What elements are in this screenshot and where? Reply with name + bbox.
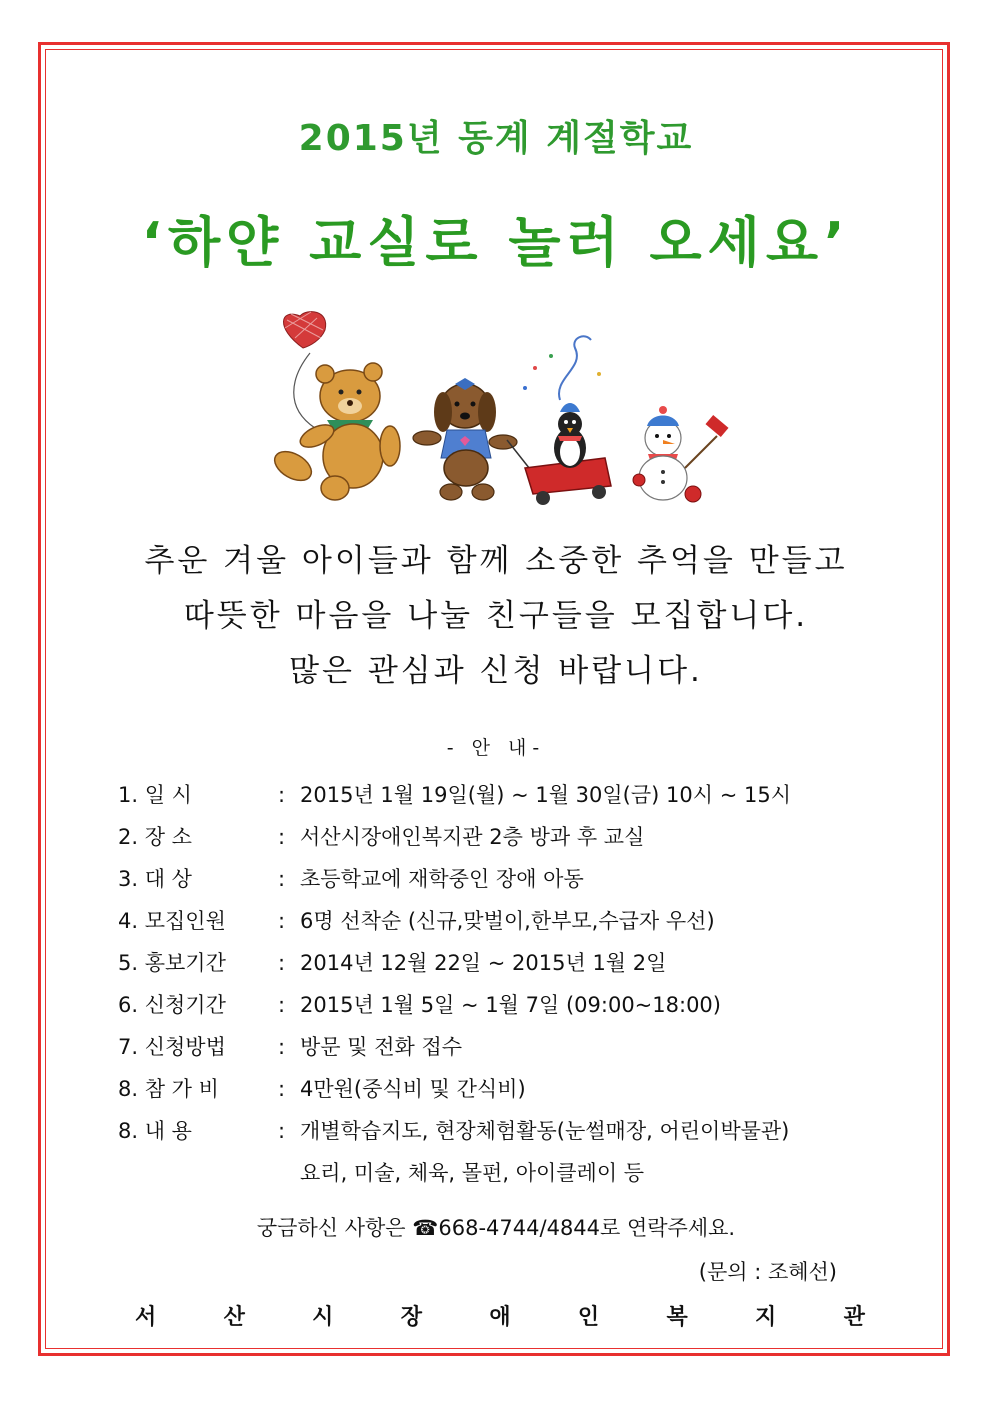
info-row-application-period (118, 989, 721, 1019)
flyer-subtitle: 2015년 동계 계절학교 (298, 118, 694, 159)
flyer-title: ‘하얀 교실로 놀러 오세요’ (141, 211, 851, 274)
info-value: 2015년 1월 5일 ~ 1월 7일 (09:00~18:00) (300, 993, 721, 1017)
info-label: 4. 모집인원 (118, 909, 226, 933)
org-char: 인 (577, 1305, 600, 1330)
info-row-content-continuation: 요리, 미술, 체육, 몰펀, 아이클레이 등 (300, 1161, 645, 1185)
org-char: 산 (223, 1305, 245, 1330)
snowman-icon (633, 406, 729, 502)
info-label: 2. 장 소 (118, 825, 192, 849)
info-colon: : (278, 951, 286, 975)
org-char: 지 (755, 1305, 777, 1330)
intro-line-1: 추운 겨울 아이들과 함께 소중한 추억을 만들고 (144, 543, 848, 579)
info-colon: : (278, 867, 286, 891)
info-value: 2014년 12월 22일 ~ 2015년 1월 2일 (300, 951, 667, 975)
info-label: 7. 신청방법 (118, 1035, 226, 1059)
info-label: 8. 내 용 (118, 1119, 192, 1143)
info-label: 1. 일 시 (118, 783, 192, 807)
info-value: 6명 선착순 (신규,맞벌이,한부모,수급자 우선) (300, 909, 715, 933)
info-colon: : (278, 1077, 286, 1101)
intro-line-2: 따뜻한 마음을 나눌 친구들을 모집합니다. (183, 598, 809, 634)
info-row-recruitment (118, 905, 715, 935)
info-label: 5. 홍보기간 (118, 951, 226, 975)
puppy-icon (413, 378, 517, 500)
info-colon: : (278, 783, 286, 807)
info-value: 초등학교에 재학중인 장애 아동 (300, 867, 584, 891)
info-value: 2015년 1월 19일(월) ~ 1월 30일(금) 10시 ~ 15시 (300, 783, 791, 807)
winter-friends-illustration (255, 308, 735, 508)
info-colon: : (278, 993, 286, 1017)
inquiry-contact: (문의 : 조혜선) (698, 1260, 837, 1284)
info-label: 6. 신청기간 (118, 993, 226, 1017)
organization-name (135, 1300, 865, 1331)
info-row-target (118, 863, 584, 893)
info-row-schedule (118, 779, 791, 809)
section-header: - 안 내- (446, 737, 546, 759)
penguin-icon (554, 403, 586, 468)
teddy-bear-icon (270, 363, 400, 500)
org-char: 시 (312, 1305, 334, 1330)
info-label: 8. 참 가 비 (118, 1077, 219, 1101)
info-value: 서산시장애인복지관 2층 방과 후 교실 (300, 825, 645, 849)
info-colon: : (278, 1119, 286, 1143)
info-colon: : (278, 1035, 286, 1059)
info-colon: : (278, 909, 286, 933)
heart-balloon-icon (283, 312, 325, 348)
org-char: 장 (400, 1305, 422, 1330)
org-char: 관 (843, 1305, 865, 1330)
info-label: 3. 대 상 (118, 867, 192, 891)
contact-line: 궁금하신 사항은 ☎668-4744/4844로 연락주세요. (256, 1216, 736, 1240)
info-row-fee (118, 1073, 526, 1103)
org-char: 복 (666, 1305, 688, 1330)
org-char: 애 (489, 1305, 511, 1330)
intro-line-3: 많은 관심과 신청 바랍니다. (289, 653, 703, 689)
org-char: 서 (135, 1305, 157, 1330)
info-row-promotion-period (118, 947, 666, 977)
info-row-application-method (118, 1031, 462, 1061)
info-value: 방문 및 전화 접수 (300, 1035, 463, 1059)
info-colon: : (278, 825, 286, 849)
info-value: 개별학습지도, 현장체험활동(눈썰매장, 어린이박물관) (300, 1119, 790, 1143)
info-row-location (118, 821, 644, 851)
info-value: 4만원(중식비 및 간식비) (300, 1077, 526, 1101)
info-row-content (118, 1115, 789, 1145)
